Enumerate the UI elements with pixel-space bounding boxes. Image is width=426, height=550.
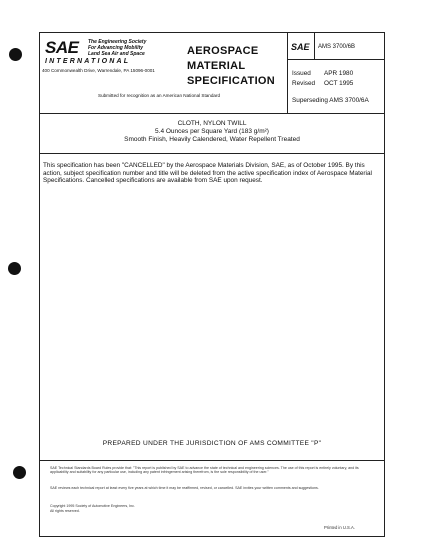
subject-line-2: 5.4 Ounces per Square Yard (183 g/m²) xyxy=(155,128,269,135)
footnote-review: SAE reviews each technical report at least every five years at which time it may be reaffirmed, revised, or cancelled. SAE invites your written comments and suggestions. xyxy=(50,486,319,490)
international-wordmark: INTERNATIONAL xyxy=(45,58,131,65)
tagline-line-2: For Advancing Mobility xyxy=(88,45,144,51)
issued-label: Issued xyxy=(292,70,311,77)
revised-label: Revised xyxy=(292,80,316,87)
issued-date: APR 1980 xyxy=(324,70,354,77)
submitted-note: Submitted for recognition as an American National Standard xyxy=(98,93,221,98)
document-number: AMS 3700/6B xyxy=(318,44,356,50)
tagline-line-3: Land Sea Air and Space xyxy=(88,51,145,57)
footer-divider xyxy=(39,460,385,461)
footnote-copyright: Copyright 1995 Society of Automotive Engineers, Inc. xyxy=(50,504,135,508)
footnote-rules: SAE Technical Standards Board Rules provide that: "This report is published by SAE to advance the state of technical and engineering sciences. The use of this report is entirely voluntary, and its applicability and suitability for any particular use, including any patent infringement arising therefrom, is the sole responsibility of the user." xyxy=(50,466,359,475)
footnote-rights: All rights reserved. xyxy=(50,509,80,513)
hole-punch-top xyxy=(9,48,22,61)
subject-line-1: CLOTH, NYLON TWILL xyxy=(177,120,247,127)
subject-divider xyxy=(39,153,385,154)
printed-in: Printed in U.S.A. xyxy=(324,525,355,530)
header-divider xyxy=(39,113,385,114)
title-line-2: MATERIAL xyxy=(187,60,246,72)
sae-logo: SAE xyxy=(45,38,79,57)
cancellation-paragraph: This specification has been "CANCELLED" by the Aerospace Materials Division, SAE, as of October 1995. By this action, subject specification number and title will be deleted from the active specification index of Aerospace Material Specifications. Cancelled specifications are available from SAE upon request. xyxy=(43,162,372,185)
title-line-3: SPECIFICATION xyxy=(187,75,276,87)
sae-address: 400 Commonwealth Drive, Warrendale, PA 15096-0001 xyxy=(42,68,155,73)
sae-small-mark: SAE xyxy=(291,42,310,52)
subject-line-3: Smooth Finish, Heavily Calendered, Water Repellent Treated xyxy=(124,136,300,143)
header-vertical-divider xyxy=(287,32,288,113)
title-line-1: AEROSPACE xyxy=(187,45,259,57)
page-border xyxy=(39,32,385,537)
hole-punch-bottom xyxy=(13,466,26,479)
doc-number-divider xyxy=(288,59,385,60)
prepared-under-jurisdiction: PREPARED UNDER THE JURISDICTION OF AMS COMMITTEE "P" xyxy=(102,440,322,447)
document-type-title xyxy=(187,44,275,89)
hole-punch-middle xyxy=(8,262,21,275)
revised-date: OCT 1995 xyxy=(324,80,354,87)
tagline-line-1: The Engineering Society xyxy=(88,39,147,45)
superseding-note: Superseding AMS 3700/6A xyxy=(292,97,369,104)
docnum-vertical-divider xyxy=(314,32,315,59)
